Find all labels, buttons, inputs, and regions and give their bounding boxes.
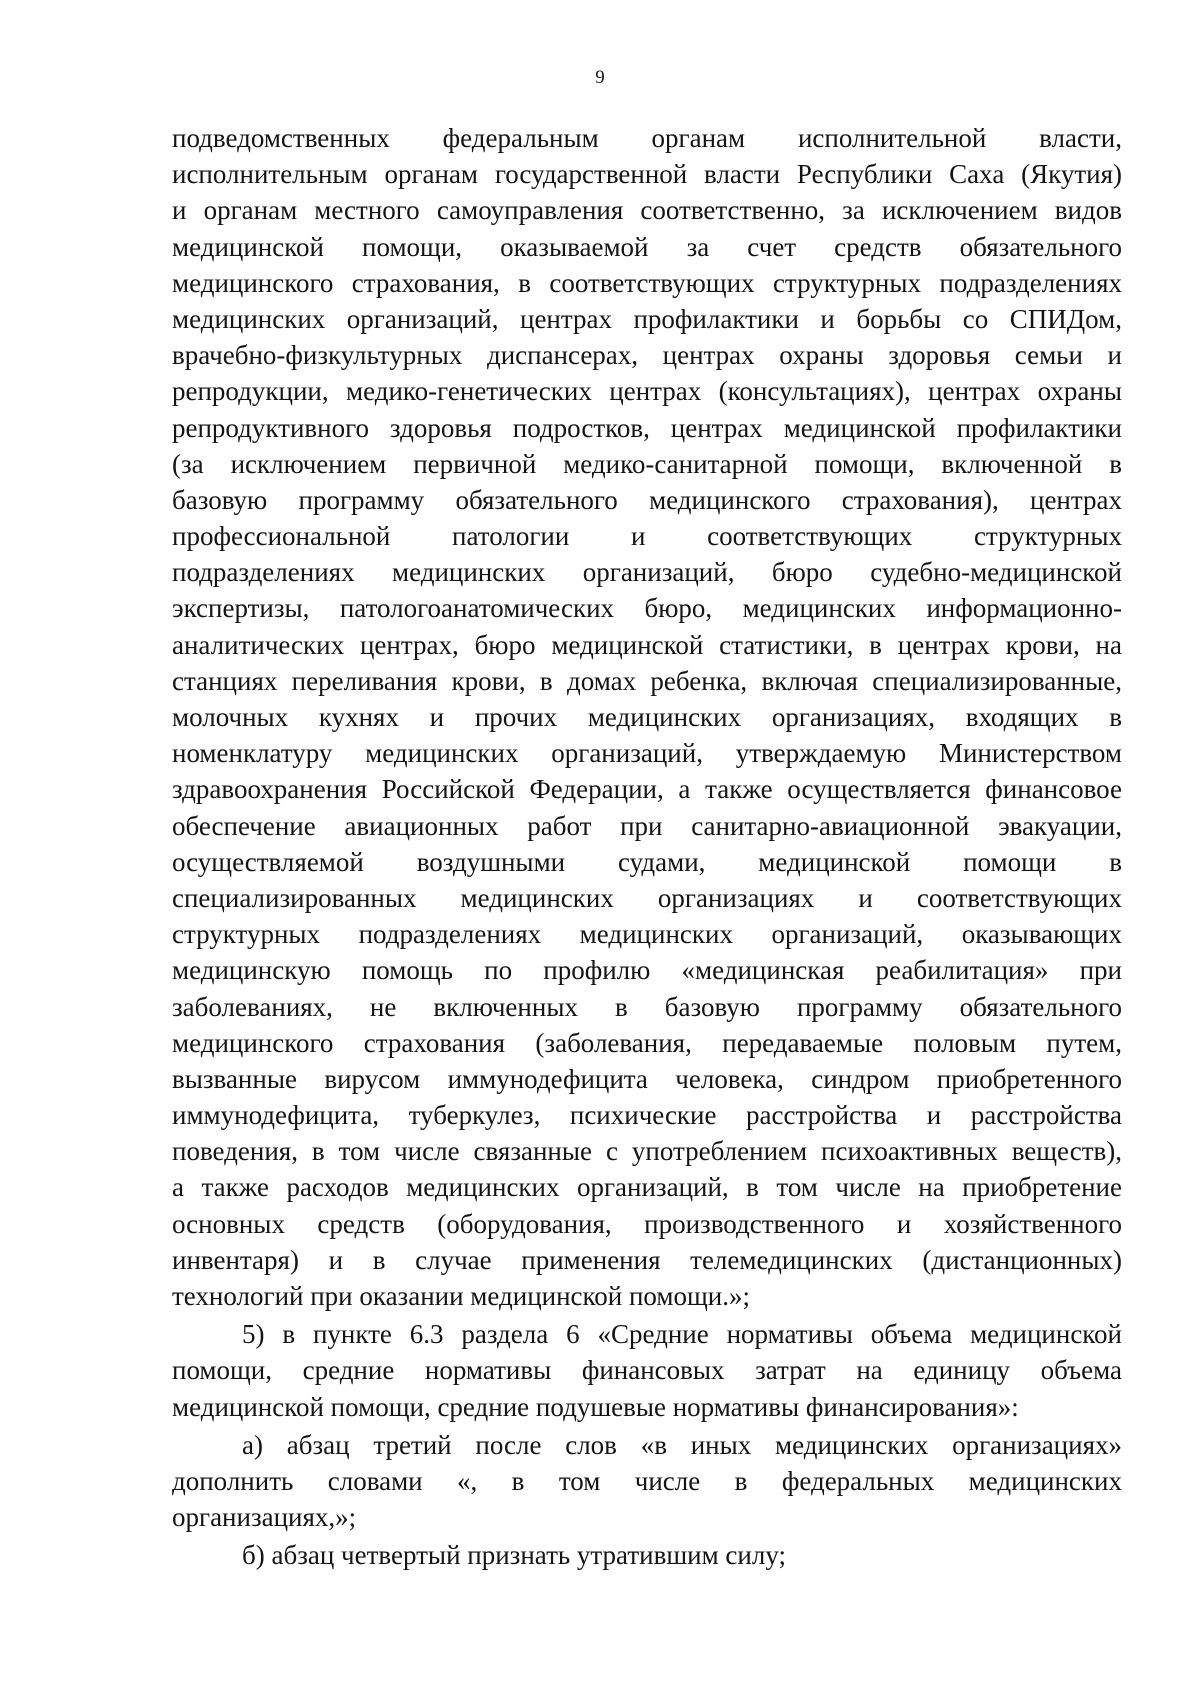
text-line: (за исключением первичной медико-санитарной помощи, включенной в [172,448,1122,479]
document-body [172,120,1122,1574]
text-line: структурных подразделениях медицинских организаций, оказывающих [172,919,1122,950]
text-line: подведомственных федеральным органам исполнительной власти, [172,123,1122,153]
paragraph-subitem-b [172,1537,1122,1573]
text-line: профессиональной патологии и соответствующих структурных [172,521,1122,552]
text-line: медицинской помощи, средние подушевые нормативы финансирования»: [172,1391,1019,1422]
text-line: инвентаря) и в случае применения телемедицинских (дистанционных) [172,1244,1122,1275]
text-line: 5) в пункте 6.3 раздела 6 «Средние нормативы объема медицинской [242,1319,1122,1350]
text-line: базовую программу обязательного медицинского страхования), центрах [172,484,1122,515]
text-line: здравоохранения Российской Федерации, а также осуществляется финансовое [172,774,1122,805]
text-line: вызванные вирусом иммунодефицита человека, синдром приобретенного [172,1063,1122,1094]
text-line: дополнить словами «, в том числе в федеральных медицинских [172,1465,1122,1496]
text-line: обеспечение авиационных работ при санитарно-авиационной эвакуации, [172,810,1122,841]
text-line: репродукции, медико-генетических центрах (консультациях), центрах охраны [172,376,1122,407]
text-line: экспертизы, патологоанатомических бюро, медицинских информационно- [172,593,1122,624]
paragraph-item-5 [172,1316,1122,1425]
text-line: медицинских организаций, центрах профилактики и борьбы со СПИДом, [172,303,1122,334]
text-line: медицинскую помощь по профилю «медицинская реабилитация» при [172,955,1122,986]
text-line: а) абзац третий после слов «в иных медицинских организациях» [242,1429,1122,1460]
text-line: поведения, в том числе связанные с употреблением психоактивных веществ), [172,1136,1122,1167]
text-line: осуществляемой воздушными судами, медицинской помощи в [172,846,1122,877]
text-line: репродуктивного здоровья подростков, центрах медицинской профилактики [172,412,1122,443]
text-line: медицинской помощи, оказываемой за счет средств обязательного [172,231,1122,262]
text-line: организациях,»; [172,1502,357,1533]
text-line: основных средств (оборудования, производственного и хозяйственного [172,1208,1122,1239]
text-line: врачебно-физкультурных диспансерах, центрах охраны здоровья семьи и [172,340,1122,371]
text-line: заболеваниях, не включенных в базовую программу обязательного [172,991,1122,1022]
text-line: аналитических центрах, бюро медицинской статистики, в центрах крови, на [172,629,1122,660]
text-line: специализированных медицинских организациях и соответствующих [172,882,1122,913]
text-line: подразделениях медицинских организаций, бюро судебно-медицинской [172,557,1122,588]
text-line: иммунодефицита, туберкулез, психические расстройства и расстройства [172,1100,1122,1131]
text-line: исполнительным органам государственной власти Республики Саха (Якутия) [172,159,1122,190]
text-line: б) абзац четвертый признать утратившим силу; [242,1540,786,1571]
text-line: и органам местного самоуправления соответственно, за исключением видов [172,195,1122,226]
page-number: 9 [595,67,605,88]
text-line: медицинского страхования, в соответствующих структурных подразделениях [172,267,1122,298]
text-line: помощи, средние нормативы финансовых затрат на единицу объема [172,1355,1122,1386]
text-line: медицинского страхования (заболевания, передаваемые половым путем, [172,1027,1122,1058]
text-line: станциях переливания крови, в домах ребенка, включая специализированные, [172,665,1122,696]
paragraph-continuation [172,120,1122,1314]
paragraph-subitem-a [172,1427,1122,1536]
text-line: а также расходов медицинских организаций, в том числе на приобретение [172,1172,1122,1203]
text-line: технологий при оказании медицинской помощи.»; [172,1281,750,1311]
text-line: молочных кухнях и прочих медицинских организациях, входящих в [172,702,1122,732]
text-line: номенклатуру медицинских организаций, утверждаемую Министерством [172,738,1122,769]
